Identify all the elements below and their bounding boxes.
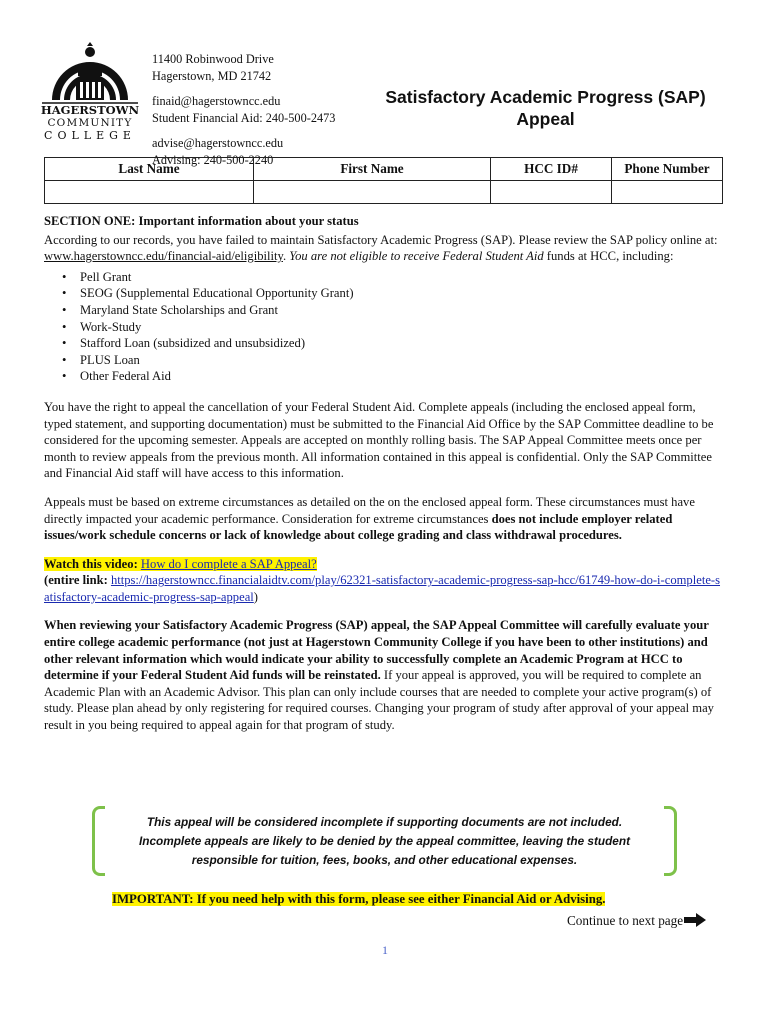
- extreme-exclusions: does not include employer related issues/work schedule concerns or lack of knowledge about college grading and class withdrawal procedures.: [44, 511, 673, 543]
- continue-next-page: [567, 913, 706, 931]
- sap-policy-link[interactable]: www.hagerstowncc.edu/financial-aid/eligibility: [44, 249, 283, 264]
- entire-link-label: (entire link:: [44, 573, 111, 588]
- last-name-header: Last Name: [45, 158, 254, 181]
- review-paragraph: [44, 617, 724, 733]
- page-number: 1: [382, 943, 388, 957]
- review-bold-text: When reviewing your Satisfactory Academic Progress (SAP) appeal, the SAP Appeal Committee will carefully evaluate your entire college academic performance (not just at Hagerstown Community College if you have been to other institutions) and other relevant information which would indicate your ability to successfully complete an Academic Program at HCC to determine if your Federal Student Aid funds will be reinstated.: [44, 618, 709, 683]
- contact-info: [152, 51, 335, 169]
- video-label: Watch this video:: [44, 556, 141, 571]
- list-item: • Maryland State Scholarships and Grant: [80, 302, 724, 319]
- page-title: Satisfactory Academic Progress (SAP) Appeal: [385, 87, 706, 129]
- logo-line2: COMMUNITY: [47, 117, 133, 129]
- list-item: • Other Federal Aid: [80, 368, 724, 385]
- finaid-phone: Student Financial Aid: 240-500-2473: [152, 111, 336, 125]
- first-name-header: First Name: [254, 158, 491, 181]
- continue-text: Continue to next page: [567, 913, 684, 929]
- list-item: • Work-Study: [80, 319, 724, 336]
- notice-line1: This appeal will be considered incomplete if supporting documents are not included.: [146, 815, 623, 829]
- entire-video-url[interactable]: https://hagerstowncc.financialaidtv.com/play/62321-satisfactory-academic-progress-sap-hcc/61749-how-do-i-complete-satisfactory-academic-progress-sap-appeal: [44, 573, 721, 604]
- logo-line1: HAGERSTOWN: [40, 103, 140, 117]
- right-to-appeal-paragraph: You have the right to appeal the cancellation of your Federal Student Aid. Complete appeals (including the enclosed appeal form, typed statement, and supporting documentation) must be submitted to the Financial Aid Office by the SAP Committee deadline to be considered for the upcoming semester. Appeals are accepted on monthly rolling basis. The SAP Appeal Committee meets once per month to review appeals from the previous month. All information contained in this appeal is confidential. Only the SAP Committee and Financial Aid staff will have access to this information.: [44, 399, 714, 481]
- entire-link-line: [44, 572, 724, 605]
- hcc-id-field[interactable]: [491, 181, 612, 204]
- first-name-field[interactable]: [254, 181, 491, 204]
- address-line1: 11400 Robinwood Drive: [152, 52, 274, 66]
- section-heading: SECTION ONE: Important information about your status: [44, 214, 359, 228]
- hcc-id-header: HCC ID#: [491, 158, 612, 181]
- intro-paragraph: [44, 232, 724, 265]
- intro-sep: .: [282, 249, 290, 264]
- list-item: • Pell Grant: [80, 269, 724, 286]
- list-item: • SEOG (Supplemental Educational Opportunity Grant): [80, 285, 724, 302]
- notice-line3: responsible for tuition, fees, books, and other educational expenses.: [191, 853, 578, 867]
- video-line: [44, 556, 724, 573]
- important-note: [112, 892, 605, 907]
- college-seal-icon: [40, 42, 140, 142]
- logo-line3: COLLEGE: [44, 129, 136, 142]
- important-text: IMPORTANT: If you need help with this form, please see either Financial Aid or Advising.: [112, 892, 606, 906]
- student-info-table: [44, 157, 723, 204]
- address-line2: Hagerstown, MD 21742: [152, 69, 272, 83]
- advise-phone: Advising: 240-500-2240: [152, 153, 274, 167]
- section-one: [44, 213, 724, 734]
- sap-video-link[interactable]: How do I complete a SAP Appeal?: [140, 556, 317, 571]
- review-rest-text: If your appeal is approved, you will be required to complete an Academic Plan with an Academic Advisor. This plan can only include courses that are needed to complete your active program(s) of study. Please plan ahead by only registering for required courses. Changing your program of study after approval of your appeal may result in you being required to appeal again for that program of study.: [44, 668, 714, 733]
- left-brace: [92, 806, 105, 876]
- not-eligible-text: You are not eligible to receive Federal Student Aid: [289, 249, 544, 264]
- finaid-email[interactable]: finaid@hagerstowncc.edu: [152, 94, 281, 108]
- notice-line2: Incomplete appeals are likely to be denied by the appeal committee, leaving the student: [138, 834, 631, 848]
- notice-text: [112, 813, 657, 870]
- extreme-circumstances-paragraph: [44, 494, 724, 544]
- phone-number-field[interactable]: [612, 181, 723, 204]
- aid-list: [44, 269, 724, 385]
- last-name-field[interactable]: [45, 181, 254, 204]
- intro-text: According to our records, you have failed to maintain Satisfactory Academic Progress (SAP). Please review the SAP policy online at:: [44, 232, 718, 247]
- incomplete-appeal-notice: [92, 806, 677, 872]
- college-logo: [40, 42, 140, 142]
- entire-link-close: ): [253, 589, 258, 604]
- phone-number-header: Phone Number: [612, 158, 723, 181]
- advise-email[interactable]: advise@hagerstowncc.edu: [152, 136, 284, 150]
- list-item: • PLUS Loan: [80, 352, 724, 369]
- list-item: • Stafford Loan (subsidized and unsubsidized): [80, 335, 724, 352]
- intro-tail: funds at HCC, including:: [543, 249, 674, 264]
- right-brace: [664, 806, 677, 876]
- right-arrow-icon: [684, 913, 706, 931]
- extreme-text: Appeals must be based on extreme circumstances as detailed on the on the enclosed appeal form. These circumstances must have directly impacted your academic performance. Consideration for extreme circumstances: [44, 494, 695, 526]
